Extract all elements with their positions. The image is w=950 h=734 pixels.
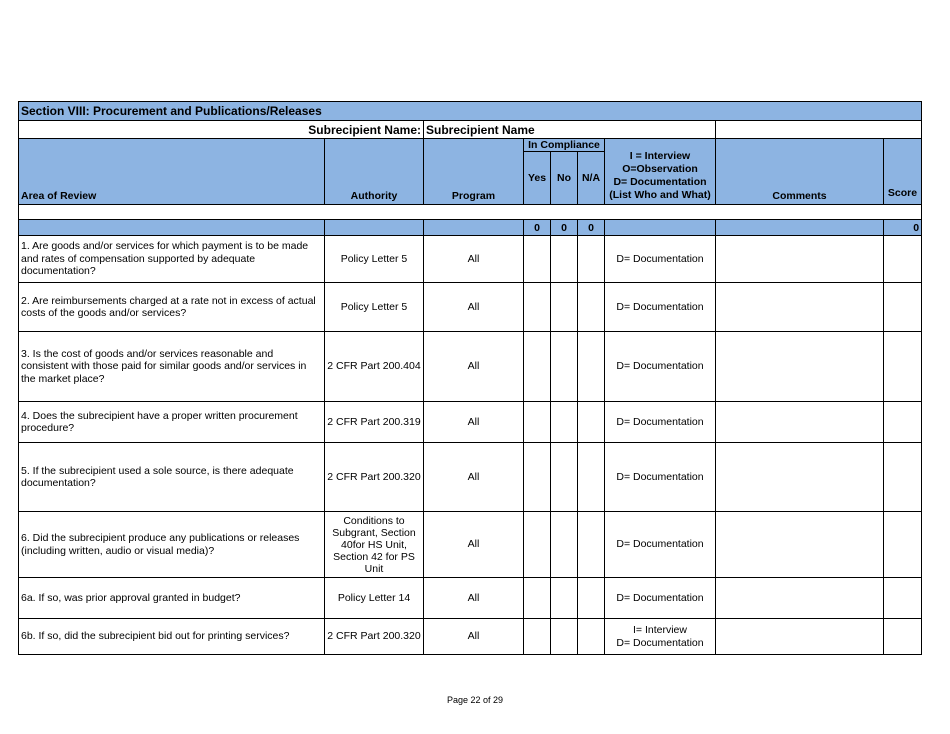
comments-cell[interactable] bbox=[716, 443, 884, 512]
total-score: 0 bbox=[884, 220, 922, 236]
table-row bbox=[19, 578, 922, 619]
subrecipient-name[interactable]: Subrecipient Name bbox=[424, 121, 716, 139]
subrecipient-blank bbox=[716, 121, 922, 139]
authority-cell: Policy Letter 5 bbox=[325, 236, 424, 283]
no-cell[interactable] bbox=[551, 443, 578, 512]
authority-cell: Policy Letter 5 bbox=[325, 283, 424, 332]
header-method-legend bbox=[605, 139, 716, 205]
na-cell[interactable] bbox=[578, 619, 605, 655]
method-cell[interactable]: D= Documentation bbox=[605, 283, 716, 332]
question-text: 6. Did the subrecipient produce any publications or releases (including written, audio or visual media)? bbox=[19, 512, 325, 578]
table-row bbox=[19, 443, 922, 512]
program-cell: All bbox=[424, 578, 524, 619]
no-cell[interactable] bbox=[551, 578, 578, 619]
na-cell[interactable] bbox=[578, 236, 605, 283]
method-interview: I= Interview bbox=[633, 624, 687, 636]
na-cell[interactable] bbox=[578, 283, 605, 332]
authority-cell: 2 CFR Part 200.319 bbox=[325, 402, 424, 443]
authority-cell: Policy Letter 14 bbox=[325, 578, 424, 619]
yes-cell[interactable] bbox=[524, 512, 551, 578]
no-cell[interactable] bbox=[551, 236, 578, 283]
comments-cell[interactable] bbox=[716, 578, 884, 619]
legend-observation: O=Observation bbox=[622, 163, 698, 175]
table-row bbox=[19, 332, 922, 402]
table-row bbox=[19, 283, 922, 332]
comments-cell[interactable] bbox=[716, 619, 884, 655]
program-cell: All bbox=[424, 512, 524, 578]
subrecipient-row bbox=[19, 121, 922, 139]
no-cell[interactable] bbox=[551, 512, 578, 578]
score-cell[interactable] bbox=[884, 402, 922, 443]
method-cell[interactable]: D= Documentation bbox=[605, 236, 716, 283]
header-yes: Yes bbox=[524, 152, 551, 205]
program-cell: All bbox=[424, 443, 524, 512]
no-cell[interactable] bbox=[551, 402, 578, 443]
header-score: Score bbox=[884, 139, 922, 205]
header-area: Area of Review bbox=[19, 139, 325, 205]
header-row-top bbox=[19, 139, 922, 152]
na-cell[interactable] bbox=[578, 402, 605, 443]
legend-interview: I = Interview bbox=[629, 150, 691, 162]
section-title: Section VIII: Procurement and Publications/Releases bbox=[19, 102, 922, 121]
table-row bbox=[19, 619, 922, 655]
comments-cell[interactable] bbox=[716, 283, 884, 332]
yes-cell[interactable] bbox=[524, 619, 551, 655]
comments-cell[interactable] bbox=[716, 236, 884, 283]
comments-cell[interactable] bbox=[716, 332, 884, 402]
program-cell: All bbox=[424, 619, 524, 655]
table-row bbox=[19, 236, 922, 283]
total-na: 0 bbox=[578, 220, 605, 236]
no-cell[interactable] bbox=[551, 332, 578, 402]
authority-cell: Conditions to Subgrant, Section 40for HS Unit, Section 42 for PS Unit bbox=[325, 512, 424, 578]
method-cell[interactable]: D= Documentation bbox=[605, 332, 716, 402]
no-cell[interactable] bbox=[551, 283, 578, 332]
question-text: 6a. If so, was prior approval granted in budget? bbox=[19, 578, 325, 619]
program-cell: All bbox=[424, 402, 524, 443]
program-cell: All bbox=[424, 236, 524, 283]
totals-row bbox=[19, 220, 922, 236]
spacer-row bbox=[19, 205, 922, 220]
header-comments: Comments bbox=[716, 139, 884, 205]
question-text: 1. Are goods and/or services for which payment is to be made and rates of compensation supported by adequate documentation? bbox=[19, 236, 325, 283]
na-cell[interactable] bbox=[578, 512, 605, 578]
legend-list: (List Who and What) bbox=[609, 189, 711, 201]
method-cell[interactable]: D= Documentation bbox=[605, 402, 716, 443]
yes-cell[interactable] bbox=[524, 443, 551, 512]
comments-cell[interactable] bbox=[716, 402, 884, 443]
na-cell[interactable] bbox=[578, 443, 605, 512]
question-text: 6b. If so, did the subrecipient bid out for printing services? bbox=[19, 619, 325, 655]
method-cell[interactable] bbox=[605, 619, 716, 655]
yes-cell[interactable] bbox=[524, 332, 551, 402]
table-row bbox=[19, 512, 922, 578]
header-no: No bbox=[551, 152, 578, 205]
yes-cell[interactable] bbox=[524, 578, 551, 619]
score-cell[interactable] bbox=[884, 236, 922, 283]
header-na: N/A bbox=[578, 152, 605, 205]
no-cell[interactable] bbox=[551, 619, 578, 655]
yes-cell[interactable] bbox=[524, 283, 551, 332]
page-number: Page 22 of 29 bbox=[446, 695, 504, 705]
score-cell[interactable] bbox=[884, 578, 922, 619]
score-cell[interactable] bbox=[884, 332, 922, 402]
authority-cell: 2 CFR Part 200.320 bbox=[325, 443, 424, 512]
total-no: 0 bbox=[551, 220, 578, 236]
authority-cell: 2 CFR Part 200.320 bbox=[325, 619, 424, 655]
authority-cell: 2 CFR Part 200.404 bbox=[325, 332, 424, 402]
legend-documentation: D= Documentation bbox=[613, 176, 707, 188]
method-cell[interactable]: D= Documentation bbox=[605, 578, 716, 619]
header-program: Program bbox=[424, 139, 524, 205]
score-cell[interactable] bbox=[884, 283, 922, 332]
na-cell[interactable] bbox=[578, 332, 605, 402]
review-table bbox=[18, 101, 922, 655]
section-title-row bbox=[19, 102, 922, 121]
program-cell: All bbox=[424, 283, 524, 332]
question-text: 2. Are reimbursements charged at a rate not in excess of actual costs of the goods and/or services? bbox=[19, 283, 325, 332]
table-row bbox=[19, 402, 922, 443]
header-authority: Authority bbox=[325, 139, 424, 205]
yes-cell[interactable] bbox=[524, 402, 551, 443]
na-cell[interactable] bbox=[578, 578, 605, 619]
program-cell: All bbox=[424, 332, 524, 402]
subrecipient-label: Subrecipient Name: bbox=[19, 121, 424, 139]
yes-cell[interactable] bbox=[524, 236, 551, 283]
question-text: 4. Does the subrecipient have a proper written procurement procedure? bbox=[19, 402, 325, 443]
question-text: 5. If the subrecipient used a sole source, is there adequate documentation? bbox=[19, 443, 325, 512]
score-cell[interactable] bbox=[884, 512, 922, 578]
method-cell[interactable]: D= Documentation bbox=[605, 443, 716, 512]
question-text: 3. Is the cost of goods and/or services reasonable and consistent with those paid for similar goods and/or services in the market place? bbox=[19, 332, 325, 402]
score-cell[interactable] bbox=[884, 619, 922, 655]
method-cell[interactable]: D= Documentation bbox=[605, 512, 716, 578]
method-documentation: D= Documentation bbox=[616, 636, 704, 649]
score-cell[interactable] bbox=[884, 443, 922, 512]
total-yes: 0 bbox=[524, 220, 551, 236]
comments-cell[interactable] bbox=[716, 512, 884, 578]
header-in-compliance: In Compliance bbox=[524, 139, 605, 152]
